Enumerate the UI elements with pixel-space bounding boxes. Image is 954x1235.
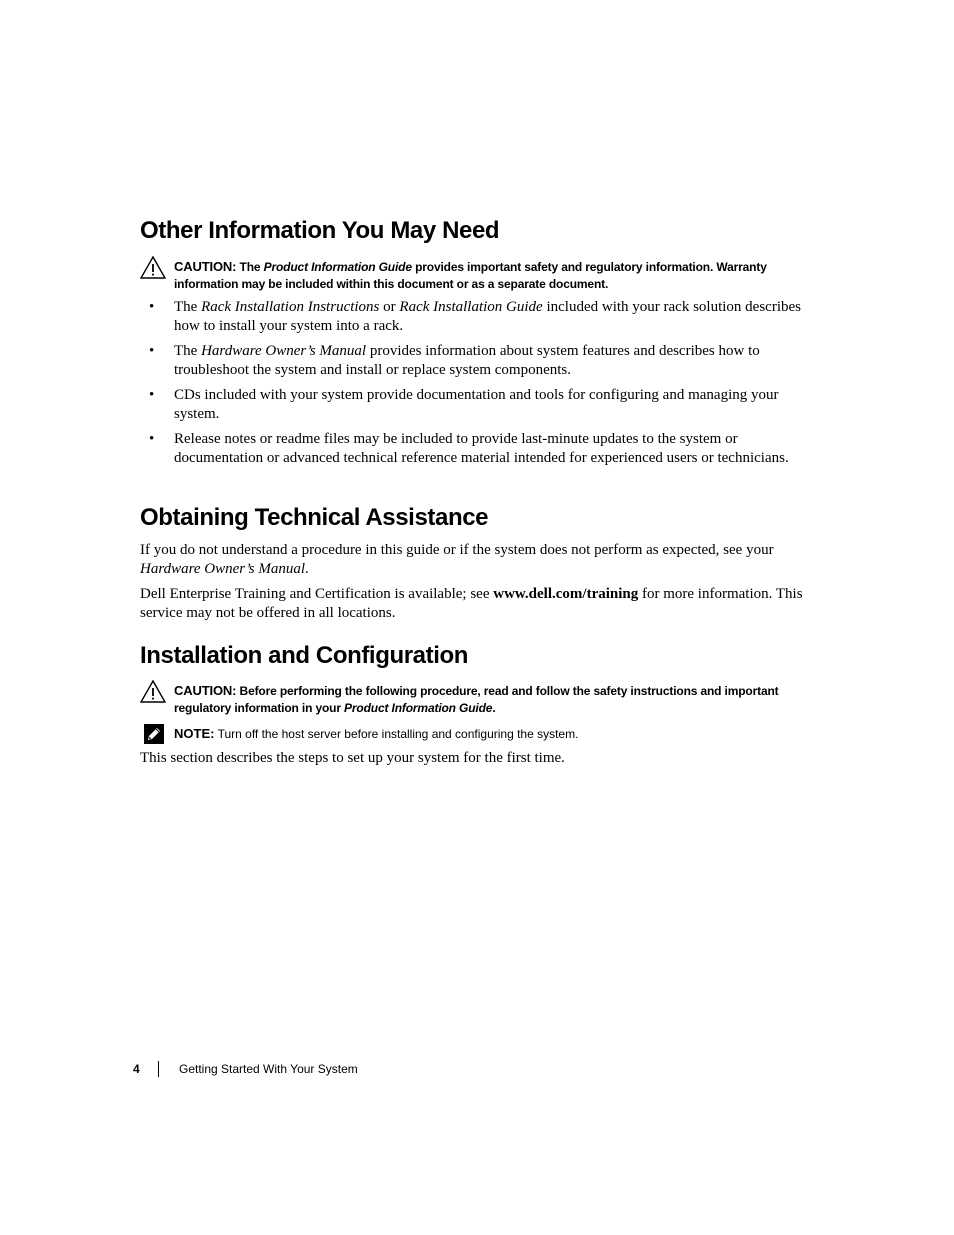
installation-paragraph: This section describes the steps to set up your system for the first time. xyxy=(140,750,565,766)
list-item xyxy=(140,342,820,380)
caution-text-pre: Before performing the following procedure, read and follow the safety instructions and important regulatory information in your xyxy=(174,684,779,715)
assistance-paragraph-1 xyxy=(140,541,780,579)
caution-product-info xyxy=(140,258,820,293)
installation-body xyxy=(140,749,820,768)
list-item xyxy=(140,298,820,336)
caution-label: CAUTION: xyxy=(174,259,237,274)
caution-doc-title: Product Information Guide xyxy=(344,701,493,715)
paragraph-text: Dell Enterprise Training and Certification is available; see xyxy=(140,586,490,602)
caution-text-post: provides important safety and regulatory information. Warranty information may be included within this document or as a separate document. xyxy=(174,260,767,291)
paragraph-text: . xyxy=(305,561,309,577)
paragraph-text: If you do not understand a procedure in this guide or if the system does not perform as expected, see your xyxy=(140,542,774,558)
list-item-doc-title: Rack Installation Guide xyxy=(399,299,543,315)
caution-text-post: . xyxy=(492,701,496,715)
note-text: Turn off the host server before installing and configuring the system. xyxy=(217,727,579,741)
list-item-text: Release notes or readme files may be included to provide last-minute updates to the system or documentation or advanced technical reference material intended for experienced users or technicians. xyxy=(174,431,789,466)
info-bullet-list xyxy=(140,298,820,474)
list-item-text: included with your rack solution describes how to install your system into a rack. xyxy=(174,299,801,334)
footer-title: Getting Started With Your System xyxy=(179,1062,358,1076)
caution-triangle-icon xyxy=(140,680,166,704)
note-pencil-icon xyxy=(144,724,164,744)
list-item-doc-title: Rack Installation Instructions xyxy=(201,299,380,315)
heading-technical-assistance: Obtaining Technical Assistance xyxy=(140,504,489,531)
caution-label: CAUTION: xyxy=(174,683,237,698)
caution-text-pre: The xyxy=(239,260,261,274)
paragraph-text: for more information. This service may not be offered in all locations. xyxy=(140,586,803,621)
paragraph-doc-title: Hardware Owner’s Manual xyxy=(140,561,306,577)
list-item xyxy=(140,386,820,424)
assistance-body xyxy=(140,541,820,623)
caution-safety-instructions xyxy=(140,682,820,717)
list-item-text: The xyxy=(174,299,198,315)
list-item xyxy=(140,430,820,468)
list-item-text: The xyxy=(174,343,198,359)
bullet-glyph: • xyxy=(149,299,155,315)
footer-divider xyxy=(158,1061,159,1077)
assistance-paragraph-2 xyxy=(140,585,820,623)
page-number: 4 xyxy=(133,1062,140,1076)
note-turn-off-server xyxy=(140,725,820,743)
caution-doc-title: Product Information Guide xyxy=(263,260,412,274)
list-item-text: CDs included with your system provide documentation and tools for configuring and managing your system. xyxy=(174,387,779,422)
bullet-glyph: • xyxy=(149,431,155,447)
bullet-glyph: • xyxy=(149,387,155,403)
list-item-doc-title: Hardware Owner’s Manual xyxy=(201,343,367,359)
heading-other-information: Other Information You May Need xyxy=(140,217,500,244)
training-url-link[interactable]: www.dell.com/training xyxy=(493,586,639,602)
note-label: NOTE: xyxy=(174,726,215,741)
list-item-text: provides information about system features and describes how to troubleshoot the system and install or replace system components. xyxy=(174,343,760,378)
bullet-glyph: • xyxy=(149,343,155,359)
list-item-text: or xyxy=(383,299,396,315)
caution-triangle-icon xyxy=(140,256,166,280)
heading-installation-configuration: Installation and Configuration xyxy=(140,642,468,669)
